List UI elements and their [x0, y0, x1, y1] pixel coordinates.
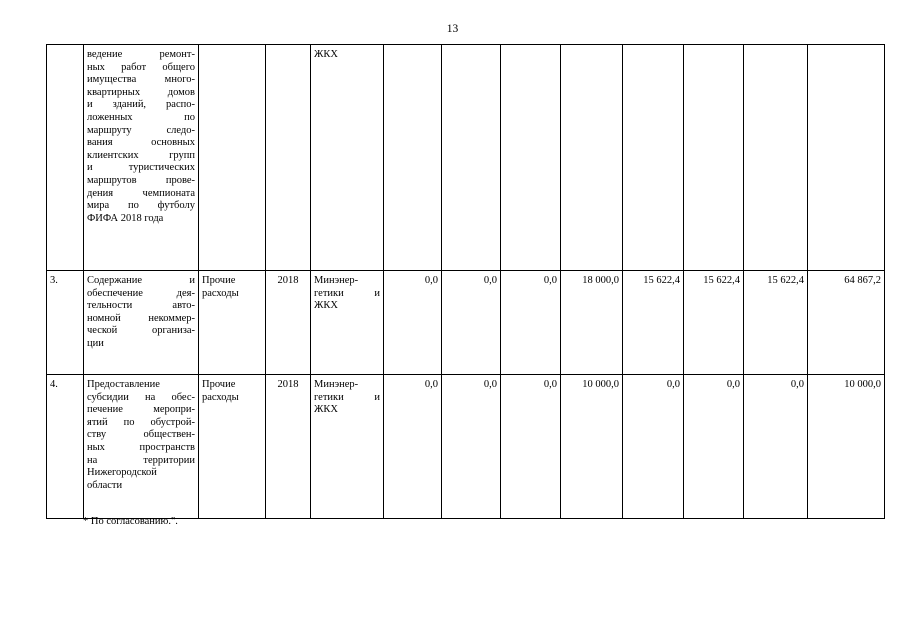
expense-type-line: Прочие	[202, 379, 236, 390]
value-amount: 0,0	[483, 275, 497, 286]
value-amount: 64 867,2	[844, 275, 881, 286]
value-cell	[561, 45, 623, 271]
description-line: имущества много-	[87, 74, 195, 86]
description-line: маршрутов прове-	[87, 174, 195, 186]
value-amount: 15 622,4	[767, 275, 804, 286]
description-line: ных пространств	[87, 441, 195, 453]
description-cell	[84, 45, 199, 271]
page-number: 13	[446, 23, 459, 35]
value-amount: 15 622,4	[643, 275, 680, 286]
row-number: 3.	[50, 275, 58, 286]
footnote: * По согласованию.".	[83, 516, 178, 527]
description-line: вания основных	[87, 137, 195, 149]
responsible-line: ЖКХ	[314, 49, 338, 60]
row-number-cell	[47, 271, 84, 375]
value-cell	[808, 45, 885, 271]
description-line: маршруту следо-	[87, 124, 195, 136]
value-cell	[744, 375, 808, 519]
value-cell	[744, 271, 808, 375]
row-number: 4.	[50, 379, 58, 390]
year-value: 2018	[277, 379, 299, 390]
description-cell	[84, 271, 199, 375]
value-cell	[384, 45, 442, 271]
responsible-cell	[311, 45, 384, 271]
expense-type-cell	[199, 271, 266, 375]
value-amount: 0,0	[543, 275, 557, 286]
value-amount: 0,0	[424, 379, 438, 390]
expense-type-line: расходы	[202, 391, 239, 403]
value-amount: 15 622,4	[703, 275, 740, 286]
responsible-line: гетики и	[314, 391, 380, 403]
table-row	[47, 375, 885, 519]
description-line: субсидии на обес-	[87, 391, 195, 403]
value-cell	[684, 45, 744, 271]
responsible-cell	[311, 271, 384, 375]
expense-type-cell	[199, 45, 266, 271]
table-body	[47, 45, 885, 519]
year-cell	[266, 375, 311, 519]
row-number-cell	[47, 45, 84, 271]
description-line: ведение ремонт-	[87, 49, 195, 60]
description-line: мира по футболу	[87, 200, 195, 212]
value-cell	[442, 375, 501, 519]
value-amount: 10 000,0	[844, 379, 881, 390]
value-cell	[808, 375, 885, 519]
responsible-line: ЖКХ	[314, 300, 338, 312]
description-line: и туристических	[87, 162, 195, 174]
value-cell	[501, 45, 561, 271]
description-line: тельности авто-	[87, 300, 195, 312]
description-line: ческой организа-	[87, 325, 195, 337]
value-cell	[684, 375, 744, 519]
value-cell	[623, 45, 684, 271]
description-line: квартирных домов	[87, 86, 195, 98]
value-cell	[501, 375, 561, 519]
year-cell	[266, 271, 311, 375]
value-cell	[384, 271, 442, 375]
description-line: обеспечение дея-	[87, 287, 195, 299]
value-cell	[442, 45, 501, 271]
row-number-cell	[47, 375, 84, 519]
year-cell	[266, 45, 311, 271]
value-cell	[561, 271, 623, 375]
description-line: Нижегородской	[87, 467, 157, 479]
value-cell	[744, 45, 808, 271]
description-line: номной некоммер-	[87, 312, 195, 324]
value-amount: 18 000,0	[582, 275, 619, 286]
responsible-cell	[311, 375, 384, 519]
value-amount: 0,0	[543, 379, 557, 390]
description-line: области	[87, 479, 123, 491]
value-cell	[808, 271, 885, 375]
year-value: 2018	[277, 275, 299, 286]
value-amount: 0,0	[483, 379, 497, 390]
expense-type-cell	[199, 375, 266, 519]
responsible-line: Минэнер-	[314, 275, 359, 286]
description-line: ных работ общего	[87, 61, 195, 73]
value-cell	[561, 375, 623, 519]
responsible-line: гетики и	[314, 287, 380, 299]
value-cell	[501, 271, 561, 375]
description-line: ятий по обустрой-	[87, 416, 195, 428]
table-row	[47, 271, 885, 375]
value-amount: 0,0	[790, 379, 804, 390]
value-cell	[623, 271, 684, 375]
table-row	[47, 45, 885, 271]
description-line: ФИФА 2018 года	[87, 212, 164, 224]
description-line: ции	[87, 337, 104, 349]
description-cell	[84, 375, 199, 519]
value-cell	[684, 271, 744, 375]
value-amount: 0,0	[424, 275, 438, 286]
expense-type-line: Прочие	[202, 275, 236, 286]
description-line: на территории	[87, 454, 195, 466]
description-line: ству обществен-	[87, 429, 195, 441]
description-line: Содержание и	[87, 275, 195, 286]
value-amount: 0,0	[666, 379, 680, 390]
description-line: ложенных по	[87, 111, 195, 123]
responsible-line: Минэнер-	[314, 379, 359, 390]
value-cell	[442, 271, 501, 375]
expense-type-line: расходы	[202, 287, 239, 299]
budget-table	[46, 44, 885, 519]
description-line: дения чемпионата	[87, 187, 195, 199]
value-amount: 10 000,0	[582, 379, 619, 390]
description-line: печение меропри-	[87, 404, 195, 416]
value-cell	[623, 375, 684, 519]
responsible-line: ЖКХ	[314, 404, 338, 416]
description-line: и зданий, распо-	[87, 99, 195, 111]
description-line: Предоставление	[87, 379, 160, 390]
description-line: клиентских групп	[87, 149, 195, 161]
value-cell	[384, 375, 442, 519]
value-amount: 0,0	[726, 379, 740, 390]
